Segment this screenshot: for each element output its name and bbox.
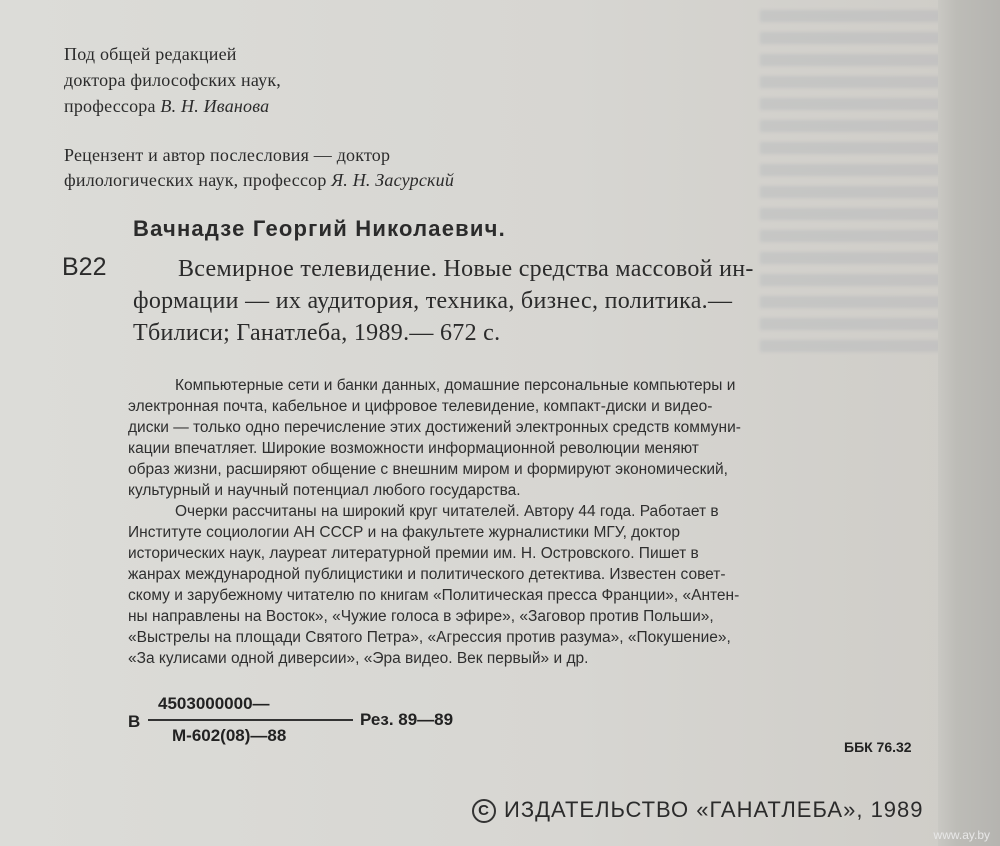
author-heading: Вачнадзе Георгий Николаевич.	[133, 216, 506, 241]
catalog-denominator: М-602(08)—88	[172, 726, 287, 745]
copyright-icon: С	[472, 799, 496, 823]
annotation-line-11: скому и зарубежному читателю по книгам «Политическая пресса Франции», «Антен-	[128, 587, 740, 604]
reviewer-name: Я. Н. Засурский	[331, 170, 455, 190]
editor-title: профессора	[64, 96, 161, 116]
copyright-notice	[472, 797, 924, 823]
reviewer-line-2	[64, 170, 454, 191]
copyright-text: ИЗДАТЕЛЬСТВО «ГАНАТЛЕБА», 1989	[504, 797, 924, 822]
annotation-line-3: диски — только одно перечисление этих достижений электронных средств коммуни-	[128, 419, 741, 436]
annotation-line-8: Институте социологии АН СССР и на факультете журналистики МГУ, доктор	[128, 524, 680, 541]
page-edge	[938, 0, 1000, 846]
annotation-line-12: ны направлены на Восток», «Чужие голоса в эфире», «Заговор против Польши»,	[128, 608, 714, 625]
annotation-line-13: «Выстрелы на площади Святого Петра», «Агрессия против разума», «Покушение»,	[128, 629, 731, 646]
fraction-rule	[148, 719, 353, 721]
annotation-line-9: исторических наук, лауреат литературной премии им. Н. Островского. Пишет в	[128, 545, 699, 562]
editor-name: В. Н. Иванова	[160, 96, 270, 116]
editor-line-1: Под общей редакцией	[64, 44, 237, 64]
annotation-line-4: кации впечатляет. Широкие возможности информационной революции меняют	[128, 440, 699, 457]
annotation-line-5: образ жизни, расширяют общение с внешним миром и формируют экономический,	[128, 461, 728, 478]
catalog-letter: В	[128, 712, 141, 731]
bbk-code: ББК 76.32	[844, 739, 912, 755]
annotation-line-1: Компьютерные сети и банки данных, домашние персональные компьютеры и	[175, 377, 736, 394]
reviewer-title: филологических наук, профессор	[64, 170, 332, 190]
title-line-3: Тбилиси; Ганатлеба, 1989.— 672 с.	[133, 320, 501, 346]
title-line-2: формации — их аудитория, техника, бизнес, политика.—	[133, 288, 733, 314]
annotation-line-14: «За кулисами одной диверсии», «Эра видео. Век первый» и др.	[128, 650, 589, 667]
print-run: Рез. 89—89	[360, 710, 454, 729]
title-line-1: Всемирное телевидение. Новые средства массовой ин-	[178, 256, 754, 282]
editor-line-2: доктора философских наук,	[64, 70, 281, 90]
classification-code: В22	[62, 253, 107, 281]
annotation-line-7: Очерки рассчитаны на широкий круг читателей. Автору 44 года. Работает в	[175, 503, 719, 520]
annotation-line-2: электронная почта, кабельное и цифровое телевидение, компакт-диски и видео-	[128, 398, 713, 415]
reviewer-line-1: Рецензент и автор послесловия — доктор	[64, 145, 391, 165]
editor-line-3	[64, 96, 269, 117]
annotation-line-10: жанрах международной публицистики и политического детектива. Известен совет-	[128, 566, 726, 583]
annotation-line-6: культурный и научный потенциал любого государства.	[128, 482, 521, 499]
watermark: www.ay.by	[933, 828, 990, 842]
catalog-numerator: 4503000000—	[158, 694, 270, 713]
